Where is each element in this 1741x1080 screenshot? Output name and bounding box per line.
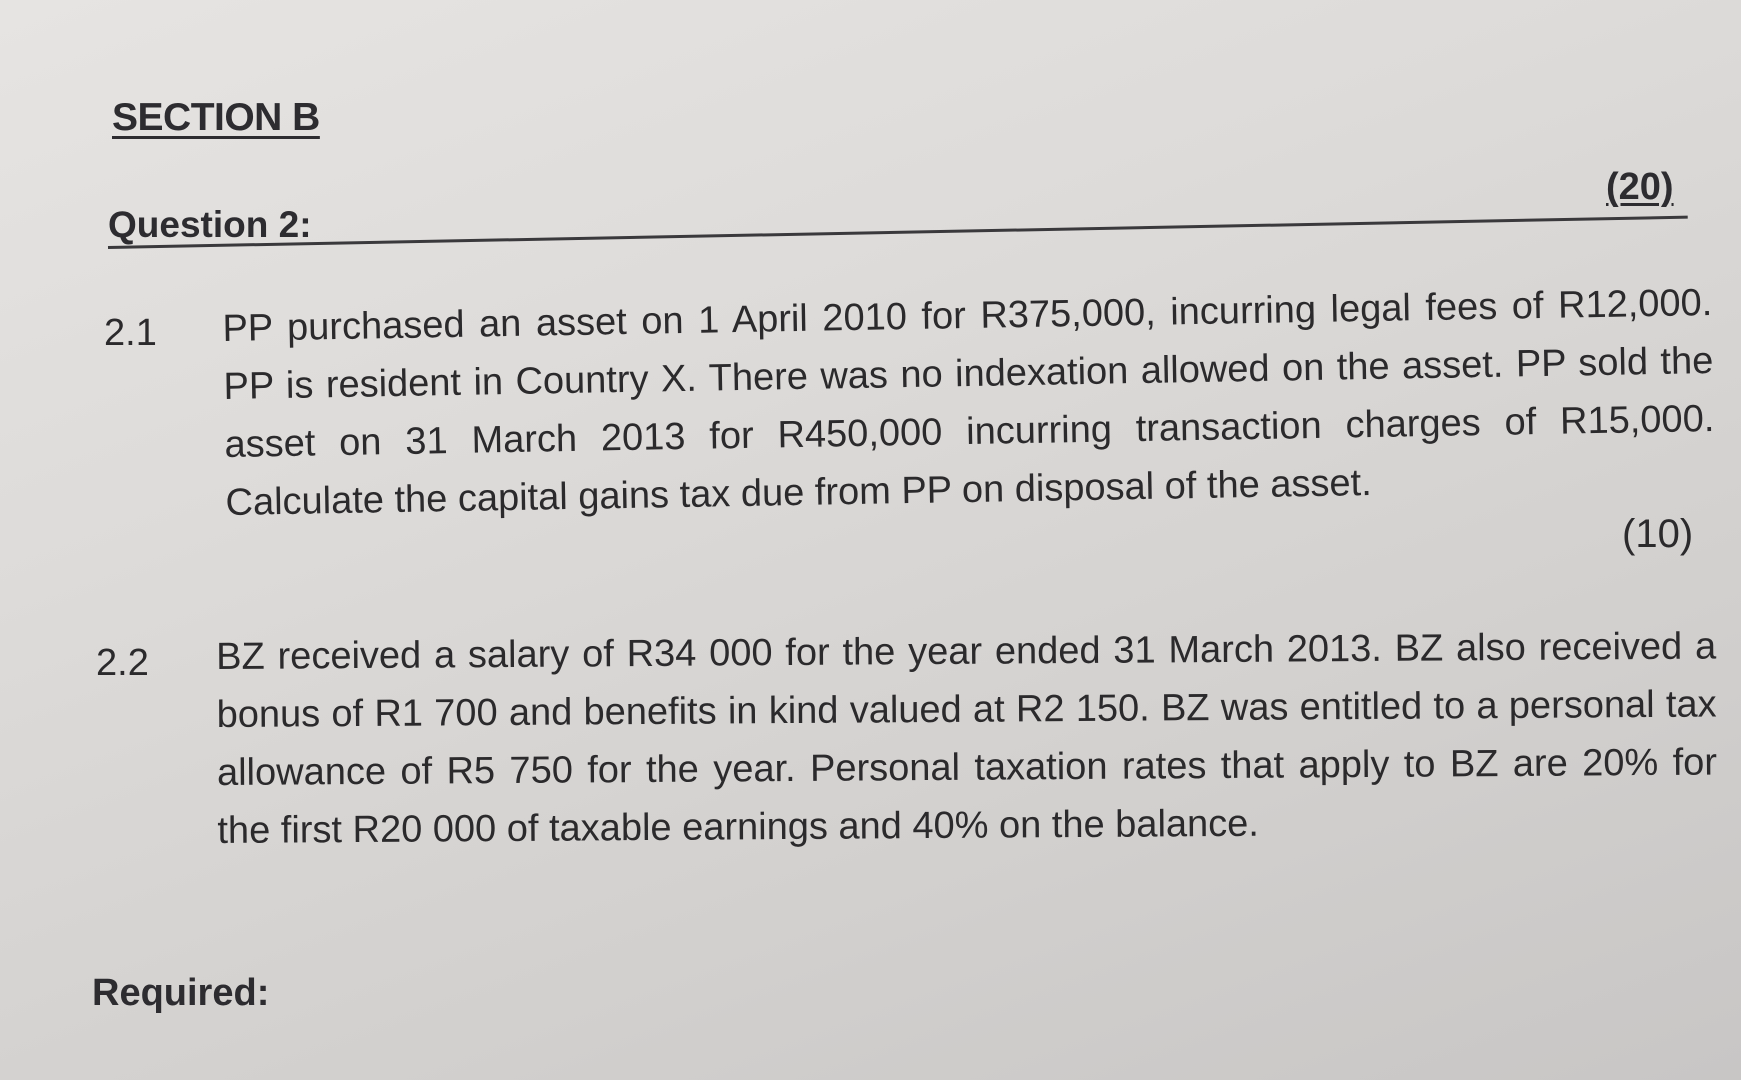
subquestion-number-2-2: 2.2 (96, 642, 149, 684)
required-label: Required: (92, 972, 270, 1014)
subquestion-marks-2-1: (10) (1622, 512, 1694, 556)
subquestion-text-2-2: BZ received a salary of R34 000 for the year ended 31 March 2013. BZ also received a bonus of R1 700 and benefits in kind valued at R2 150. BZ was entitled to a personal tax allowance of R5 750 for the year. Personal taxation rates that apply to BZ are 20% for the first R20 000 of taxable earnings and 40% on the balance. (216, 625, 1718, 852)
section-title: SECTION B (112, 96, 320, 139)
question-total-marks: (20) (1606, 166, 1674, 208)
question-title: Question 2: (108, 204, 312, 245)
subquestion-number-2-1: 2.1 (104, 312, 157, 354)
subquestion-text-2-1: PP purchased an asset on 1 April 2010 for R375,000, incurring legal fees of R12,000. PP is resident in Country X. There was no indexation allowed on the asset. PP sold the asset on 31 March 2013 for R450,000 incurring transaction charges of R15,000. Calculate the capital gains tax due from PP on disposal of the asset. (222, 281, 1715, 524)
question-underline (108, 216, 1688, 249)
